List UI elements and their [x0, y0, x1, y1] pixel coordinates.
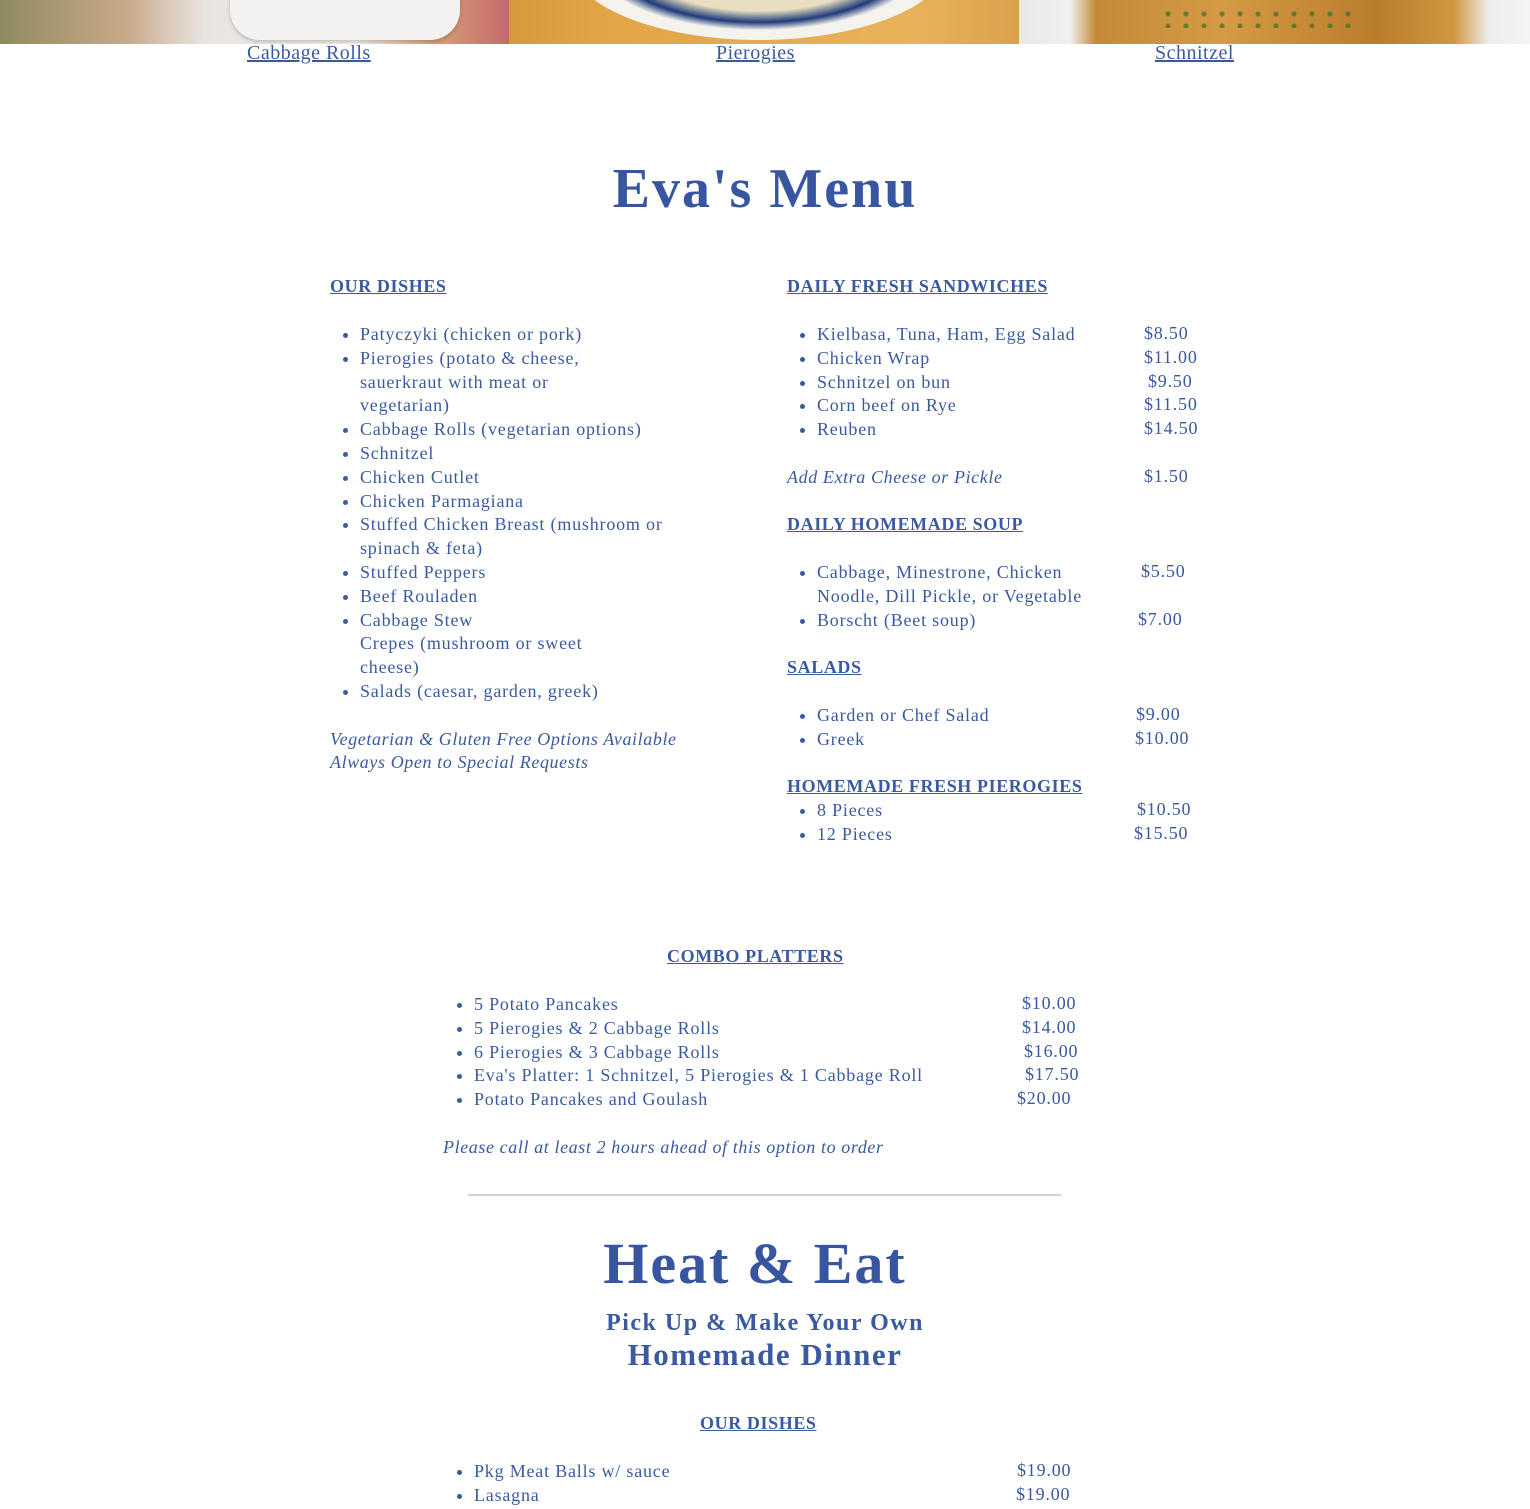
price: $1.50: [1144, 466, 1189, 486]
price: $7.00: [1138, 609, 1183, 629]
list-item: • 5 Potato Pancakes: [474, 993, 1014, 1017]
cabbage-rolls-link[interactable]: Cabbage Rolls: [247, 42, 371, 64]
heat-eat-dishes-heading: OUR DISHES: [700, 1413, 817, 1433]
price: $19.00: [1016, 1484, 1071, 1504]
photo-gallery: [0, 0, 1530, 44]
heat-eat-title: Heat & Eat: [603, 1231, 907, 1296]
list-item: • Kielbasa, Tuna, Ham, Egg Salad: [817, 323, 1147, 347]
list-item: • Eva's Platter: 1 Schnitzel, 5 Pierogies & 1 Cabbage Roll: [474, 1064, 1014, 1088]
price: $16.00: [1024, 1041, 1079, 1061]
price: $17.50: [1025, 1064, 1080, 1084]
schnitzel-photo[interactable]: [1019, 0, 1530, 44]
price: $11.50: [1144, 394, 1198, 414]
salads-list: [787, 704, 1147, 752]
list-item: • Chicken Wrap: [817, 347, 1147, 371]
list-item: • Cabbage Stew: [360, 609, 740, 633]
soup-heading: DAILY HOMEMADE SOUP: [787, 514, 1024, 534]
price: $14.00: [1022, 1017, 1077, 1037]
list-item: Crepes (mushroom or sweet cheese): [360, 633, 583, 678]
list-item: • Beef Rouladen: [360, 585, 740, 609]
price: $9.50: [1148, 371, 1193, 391]
list-item: • Stuffed Chicken Breast (mushroom or spinach & feta): [360, 513, 700, 561]
list-item: • 8 Pieces: [817, 799, 1147, 823]
price: $14.50: [1144, 418, 1199, 438]
list-item: • Potato Pancakes and Goulash: [474, 1088, 1014, 1112]
requests-note: Always Open to Special Requests: [330, 752, 589, 772]
price: $11.00: [1144, 347, 1198, 367]
list-item: • Cabbage Rolls (vegetarian options): [360, 418, 740, 442]
price: $10.00: [1022, 993, 1077, 1013]
price: $19.00: [1017, 1460, 1072, 1480]
our-dishes-heading: OUR DISHES: [330, 276, 447, 296]
options-note: Vegetarian & Gluten Free Options Available: [330, 729, 677, 749]
our-dishes-list: [330, 323, 740, 704]
list-item: • Salads (caesar, garden, greek): [360, 680, 740, 704]
list-item: • Cabbage, Minestrone, Chicken Noodle, Dill Pickle, or Vegetable: [817, 561, 1122, 609]
list-item: • Pierogies (potato & cheese, sauerkraut with meat or vegetarian): [360, 347, 620, 418]
section-divider: [468, 1194, 1061, 1196]
combo-note: Please call at least 2 hours ahead of this option to order: [443, 1137, 884, 1157]
list-item: • Chicken Cutlet: [360, 466, 740, 490]
sandwiches-list: [787, 323, 1147, 442]
schnitzel-link[interactable]: Schnitzel: [1155, 42, 1234, 64]
extra-note: Add Extra Cheese or Pickle: [787, 467, 1003, 487]
list-item: • Patyczyki (chicken or pork): [360, 323, 740, 347]
pierogies-heading: HOMEMADE FRESH PIEROGIES: [787, 776, 1083, 796]
pierogies-list: [787, 799, 1147, 847]
heat-eat-subtitle-2: Homemade Dinner: [627, 1337, 903, 1372]
list-item: • Greek: [817, 728, 1147, 752]
list-item: • 6 Pierogies & 3 Cabbage Rolls: [474, 1041, 1014, 1065]
heat-eat-list: [444, 1460, 1014, 1508]
soup-list: [787, 561, 1157, 632]
price: $10.50: [1137, 799, 1192, 819]
list-item: • Stuffed Peppers: [360, 561, 740, 585]
price: $15.50: [1134, 823, 1189, 843]
sandwiches-heading: DAILY FRESH SANDWICHES: [787, 276, 1048, 296]
combo-list: [444, 993, 1014, 1112]
heat-eat-subtitle: Pick Up & Make Your Own: [606, 1310, 924, 1336]
price: $10.00: [1135, 728, 1190, 748]
list-item: • Pkg Meat Balls w/ sauce: [474, 1460, 1014, 1484]
list-item: • 5 Pierogies & 2 Cabbage Rolls: [474, 1017, 1014, 1041]
cabbage-rolls-photo[interactable]: [0, 0, 509, 44]
pierogies-photo[interactable]: [509, 0, 1019, 44]
list-item: • Schnitzel on bun: [817, 371, 1147, 395]
combo-heading: COMBO PLATTERS: [667, 946, 844, 966]
price: $5.50: [1141, 561, 1186, 581]
price: $20.00: [1017, 1088, 1072, 1108]
list-item: • Reuben: [817, 418, 1147, 442]
menu-title: Eva's Menu: [612, 158, 918, 220]
list-item: • Garden or Chef Salad: [817, 704, 1147, 728]
pierogies-link[interactable]: Pierogies: [716, 42, 795, 64]
price: $8.50: [1144, 323, 1189, 343]
list-item: • 12 Pieces: [817, 823, 1147, 847]
list-item: • Lasagna: [474, 1484, 1014, 1508]
salads-heading: SALADS: [787, 657, 862, 677]
list-item: • Schnitzel: [360, 442, 740, 466]
list-item: • Borscht (Beet soup): [817, 609, 1157, 633]
list-item: • Corn beef on Rye: [817, 394, 1147, 418]
list-item: • Chicken Parmagiana: [360, 490, 740, 514]
price: $9.00: [1136, 704, 1181, 724]
